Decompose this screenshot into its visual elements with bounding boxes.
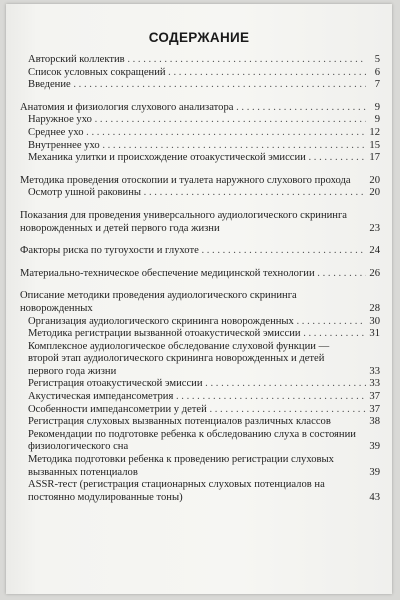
toc-entry-title: Среднее ухо . . . — [28, 127, 366, 140]
toc-entry-title: Методика подготовки ребенка к проведению регистрации слуховых вызванных потенциалов — [28, 454, 334, 478]
toc-entry-page: 7 — [374, 79, 380, 91]
toc-entry-page: 9 — [374, 101, 380, 113]
toc-entry-page: 26 — [369, 267, 380, 279]
toc-entry[interactable] — [28, 341, 380, 379]
toc-entry-page: 12 — [369, 126, 380, 138]
toc-entry-title: Наружное ухо . . . — [28, 114, 366, 127]
toc-entry-title: Введение . . . — [28, 79, 366, 92]
toc-entry-page: 5 — [374, 54, 380, 65]
toc-entry[interactable] — [28, 391, 380, 404]
toc-entry-page: 30 — [369, 315, 380, 327]
toc-entry[interactable] — [28, 404, 380, 417]
toc-entry[interactable] — [28, 479, 380, 504]
toc-entry-title: Методика регистрации вызванной отоакустической эмиссии . . . — [28, 328, 366, 341]
toc-entry[interactable] — [28, 454, 380, 479]
toc-section[interactable] — [20, 290, 380, 315]
toc-section[interactable] — [20, 175, 380, 188]
toc-entry-page: 33 — [369, 378, 380, 390]
toc-entry[interactable] — [28, 127, 380, 140]
toc-entry[interactable] — [28, 79, 380, 92]
toc-entry-title: Регистрация отоакустической эмиссии . . . — [28, 378, 366, 391]
toc-entry[interactable] — [28, 429, 380, 454]
toc-entry-title: Рекомендации по подготовке ребенка к обследованию слуха в состоянии физиологического сна — [28, 428, 356, 453]
toc-section[interactable] — [20, 268, 380, 281]
toc-entry-page: 6 — [374, 66, 380, 78]
toc-entry-title: Описание методики проведения аудиологического скрининга новорожденных — [20, 290, 297, 314]
toc-entry[interactable] — [28, 187, 380, 200]
toc-entry-title: Особенности импедансометрии у детей . . . — [28, 404, 366, 417]
toc-section[interactable] — [20, 102, 380, 115]
toc-entry-page: 20 — [369, 174, 380, 186]
toc-entry-title: Регистрация слуховых вызванных потенциалов различных классов — [28, 416, 331, 428]
toc-entry-title: Факторы риска по тугоухости и глухоте . . . — [20, 245, 366, 258]
toc-entry[interactable] — [28, 114, 380, 127]
toc-entry[interactable] — [28, 140, 380, 153]
toc-entry-title: Авторский коллектив . . . — [28, 54, 366, 67]
toc-entry[interactable] — [28, 328, 380, 341]
toc-entry-page: 23 — [369, 222, 380, 234]
toc-entry-page: 43 — [369, 491, 380, 503]
toc-entry-title: Акустическая импедансометрия . . . — [28, 391, 366, 404]
toc-entry-page: 31 — [369, 328, 380, 340]
toc-entry-title: Механика улитки и происхождение отоакустической эмиссии . . . — [28, 152, 366, 165]
toc-entry-title: Организация аудиологического скрининга новорожденных . . . — [28, 316, 366, 329]
toc-entry[interactable] — [28, 316, 380, 329]
toc-entry[interactable] — [28, 378, 380, 391]
toc-entry-title: Показания для проведения универсального аудиологического скрининга новорожденных и детей первого года жизни — [20, 209, 348, 234]
toc-entry-title: Методика проведения отоскопии и туалета наружного слухового прохода — [20, 174, 351, 186]
toc-entry[interactable] — [28, 152, 380, 165]
toc-entry-page: 17 — [369, 152, 380, 164]
toc-entry-title: Комплексное аудиологическое обследование слуховой функции — второй этап аудиологического скрининга новорожденных и детей первого года жизни — [28, 340, 330, 377]
page-title: СОДЕРЖАНИЕ — [148, 30, 250, 45]
toc-entry-page: 37 — [369, 403, 380, 415]
toc-entry-page: 20 — [369, 187, 380, 199]
toc-entry-page: 15 — [369, 139, 380, 151]
toc-entry-page: 33 — [369, 365, 380, 377]
toc-entry-title: Материально-техническое обеспечение медицинской технологии . . . — [20, 268, 366, 281]
toc-section[interactable] — [20, 210, 380, 235]
toc-entry[interactable] — [28, 54, 380, 67]
toc-entry-title: Внутреннее ухо . . . — [28, 140, 366, 153]
toc-entry-page: 24 — [369, 245, 380, 257]
table-of-contents — [20, 54, 380, 504]
toc-entry-page: 37 — [369, 391, 380, 403]
toc-entry-page: 38 — [369, 416, 380, 428]
toc-entry-page: 28 — [369, 302, 380, 314]
toc-entry-title: Осмотр ушной раковины . . . — [28, 187, 366, 200]
toc-entry[interactable] — [28, 67, 380, 80]
toc-entry-title: ASSR-тест (регистрация стационарных слуховых потенциалов на постоянно модулированные тоны) — [28, 479, 325, 503]
toc-entry[interactable] — [28, 416, 380, 429]
toc-entry-page: 9 — [374, 114, 380, 126]
toc-entry-title: Анатомия и физиология слухового анализатора . . . — [20, 102, 366, 115]
toc-entry-title: Список условных сокращений . . . — [28, 67, 366, 80]
toc-section[interactable] — [20, 245, 380, 258]
toc-entry-page: 39 — [369, 441, 380, 453]
book-page — [6, 4, 392, 594]
toc-entry-page: 39 — [369, 466, 380, 478]
